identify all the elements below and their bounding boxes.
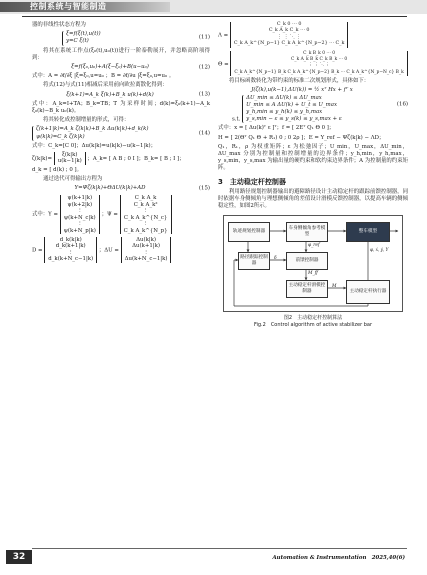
equation-body: ξ(k+1)=A_k ξ(k)+B_k u(k)+d(k)	[66, 91, 154, 98]
control-diagram	[223, 215, 403, 312]
sliding-mode-controller-block: 主动稳定杆滑模控制器	[286, 280, 328, 298]
equation-16	[218, 87, 408, 123]
header-rule	[22, 16, 407, 17]
figure-caption-cn: 图2 主动稳定杆控制算法	[283, 314, 343, 321]
vector-entry: ξ(k|k)	[61, 152, 78, 159]
right-column	[218, 22, 408, 329]
equation-13	[32, 92, 210, 99]
equation-line: ξ̇=f(ξ(t),u(t))	[66, 31, 101, 38]
paragraph: 式中：A_k=I+TA；B_k=TB；T 为采样时间；d(k)=ξ₀(k+1)−A_k ξ₀(k)−B_k u₀(k)。	[32, 100, 210, 115]
signal-m-total: M	[332, 283, 337, 289]
symbol-label: D =	[32, 247, 43, 254]
symbol-label: 式中：Y =	[32, 212, 58, 219]
vehicle-model-block: 整车模型	[346, 222, 390, 242]
equation-system	[32, 126, 148, 140]
matrix-row: ⋮ ⋮ ⋱ ⋮	[277, 34, 302, 40]
paragraph: 将其转化成控制增量的形式，可得：	[43, 117, 130, 124]
vector-entry: d_k(k|k)	[59, 236, 82, 243]
left-column	[32, 22, 210, 265]
constraint-line: y_s,min − ε ≤ y_s(k) ≤ y_s,max + ε	[246, 116, 342, 123]
matrix-entry: ⋮	[142, 221, 149, 228]
footer-rule	[32, 548, 407, 549]
equation-system	[62, 31, 101, 45]
header-title: 控制系统与智能制造	[30, 2, 107, 11]
vector-entry: u(k−1|k)	[57, 158, 82, 165]
matrix-row: C_k A_k B_k C_k B_k ⋯ 0	[290, 57, 348, 63]
constraint-block	[232, 95, 386, 124]
constraint-system	[242, 95, 342, 124]
definition-y-psi	[32, 195, 210, 233]
equation-14	[32, 126, 210, 140]
matrix-lambda	[230, 22, 349, 48]
vector-entry: d_k(k+1|k)	[55, 243, 86, 250]
constraint-line: ΔU_min ≤ ΔU(k) ≤ ΔU_max	[246, 94, 322, 101]
vector-entry: ⋮	[143, 249, 149, 256]
stabilizer-actuator-block: 主动稳定杆执行器	[346, 280, 390, 304]
matrix-row: ⋮ ⋮ ⋱ ⋮	[308, 63, 330, 69]
vector-entry: ψ(k+1|k)	[67, 195, 93, 202]
equation-line: y=C ξ(t)	[66, 38, 89, 45]
matrix-theta	[230, 51, 407, 77]
definition-lambda	[218, 22, 408, 48]
vector-entry: ⋮	[77, 221, 83, 228]
paragraph: 通过迭代可得输出方程为	[43, 176, 103, 183]
matrix-entry: C_k A_k^{N_p}	[123, 227, 168, 234]
feedforward-controller-block: 前馈控制器	[286, 252, 328, 270]
section-heading: 3 主动稳定杆控制器	[218, 177, 286, 186]
vector-entry: ⋮	[77, 208, 83, 215]
equation-11	[32, 31, 210, 45]
signal-delta: δ	[274, 255, 277, 261]
signal-phi-ref: φ_ref	[308, 242, 320, 248]
matrix-entry: C_k A_k	[134, 195, 157, 202]
vector-entry: Δu(k|k)	[136, 236, 157, 243]
equation-line: ζ(k+1|k)=A_k ζ(k|k)+B_k Δu(k|k)+d_k(k)	[36, 126, 149, 133]
definition-zeta	[32, 152, 210, 165]
vector-y	[60, 195, 100, 233]
symbol-label: ζ(k|k)=	[32, 155, 52, 162]
path-tracking-controller-block: 路径跟踪控制器	[238, 252, 270, 270]
equation-number: (15)	[198, 185, 210, 192]
vector-entry: ψ(k+N_c|k)	[63, 214, 96, 221]
paragraph: 器的非线性状态方程为	[32, 22, 86, 28]
vector-entry: ψ(k+2|k)	[67, 201, 93, 208]
vector-entry: ⋮	[68, 249, 74, 256]
matrix-entry: ⋮	[142, 208, 149, 215]
st-label: s.t.	[232, 116, 241, 123]
journal-citation: Automation & Instrumentation 2025,40(6)	[272, 555, 405, 561]
roll-reference-model-block: 车身侧倾角参考模型	[286, 222, 328, 242]
signal-outputs: φ, ẋ, ẏ, Y	[370, 246, 389, 252]
matrix-entry: C_k A_k²	[133, 201, 158, 208]
equation-number: (12)	[198, 64, 210, 71]
symbol-label: Λ =	[218, 32, 229, 39]
equation-number: (16)	[396, 101, 408, 108]
paragraph: 将式(12)与式(11)相减后采用前向欧拉离散化得到：	[43, 82, 168, 89]
constraint-line: y_h,min ≤ y_h(k) ≤ y_h,max	[246, 109, 323, 116]
constraint-line: U_min ≤ A ΔU(k) + U_t ≤ U_max	[246, 101, 337, 108]
vector-entry: d_k(k+N_c−1|k)	[48, 256, 94, 263]
paragraph: 式中：x = [ Δu(k)ᵀ ε ]ᵀ；f = [ 2Eᵀ Q₁ Θ 0 ]；	[218, 125, 335, 132]
vector-d	[44, 237, 97, 263]
matrix-row: C_k A_k^{N_p−1} B_k C_k A_k^{N_p−2} B_k ⋯ C_k A_k^{N_p−N_c} B_k	[234, 69, 404, 75]
vector-entry: Δu(k+1|k)	[132, 243, 160, 250]
objective-function: J(ζ(k),u(k−1),ΔU(k)) = ½ xᵀ Hx + fᵀ x	[251, 87, 353, 94]
equation-body: ξ̇=f(ξ₀,u₀)+A(ξ−ξ₀)+B(u−u₀)	[71, 64, 149, 71]
matrix-psi	[120, 195, 172, 233]
vector-zeta	[54, 152, 86, 165]
signal-m-ff: M_ff	[308, 270, 318, 276]
paragraph: 式中：A = ∂f/∂ξ |ξ=ξ₀,u=u₀ ；B = ∂f/∂u |ξ=ξ₀,u=u₀ 。	[32, 73, 175, 80]
matrix-row: C_k B_k 0 ⋯ 0	[303, 50, 335, 56]
symbol-label: ；ΔU =	[98, 247, 119, 254]
paragraph: H = [ 2(Θᵀ Q₁ Θ + R₁) 0 ; 0 2ρ ]；E = Y_ref − Ψζ(k|k) − ΛD；	[218, 134, 385, 141]
trajectory-planner-block: 轨迹规划控制器	[228, 222, 270, 242]
paragraph: 将其在系统工作点(ξ₀(t),u₀(t))进行一阶泰勒展开，并忽略高阶项得到：	[32, 47, 210, 61]
vector-entry: Δu(k+N_c−1|k)	[124, 256, 168, 263]
definition-d-du	[32, 237, 210, 263]
paragraph: d_k = [ d(k) ; 0 ]。	[32, 166, 82, 173]
page-number: 32	[6, 550, 32, 564]
paragraph: 式中：C_k=[C 0]；Δu(k|k)=u(k|k)−u(k−1|k)；	[32, 142, 156, 149]
vector-entry: ψ(k+N_p|k)	[63, 227, 96, 234]
figure-caption-en: Fig.2 Control algorithm of active stabilizer bar	[253, 321, 373, 328]
vector-delta-u	[121, 237, 172, 263]
matrix-row: C_k A_k C_k ⋯ 0	[268, 28, 310, 34]
symbol-label: Θ =	[218, 60, 229, 67]
equation-number: (14)	[198, 130, 210, 137]
matrix-definitions: ；A_k= [ A B ; 0 I ]；B_k= [ B ; I ]；	[87, 155, 185, 162]
paragraph: Q₁，R₁，ρ 为权重矩阵；ε 为松弛因子；U_min，U_max，ΔU_min，ΔU_max 分别为控制量和控制增量的边界条件；y_h,min，y_h,max，y_s,min，y_s,max 为输出量的硬约束和软约束边界条件；A 为控制量的约束矩阵。	[218, 143, 408, 172]
equation-12	[32, 64, 210, 71]
paragraph: 将目标函数转化为带约束的标准二次规划形式，具体如下：	[229, 78, 370, 85]
equation-line: ψ(k|k)=C_k ζ(k|k)	[36, 133, 85, 140]
matrix-row: C_k 0 ⋯ 0	[276, 22, 302, 27]
equation-15	[32, 185, 210, 192]
matrix-row: C_k A_k^{N_p−1} C_k A_k^{N_p−2} ⋯ C_k	[233, 41, 345, 47]
equation-number: (11)	[198, 34, 210, 41]
definition-theta	[218, 51, 408, 77]
matrix-entry: C_k A_k^{N_c}	[123, 214, 168, 221]
equation-number: (13)	[198, 91, 210, 98]
equation-body: Y=Ψζ(k|k)+ΘΔU(k|k)+AD	[74, 185, 146, 192]
paragraph: 利用路径规划控制器输出的避障路径设计主动稳定杆的跟踪前馈控制器，同时依据车身侧倾角与理想侧倾角的差值设计滑模反馈控制器，以提高车辆的侧倾稳定性，如图2所示。	[218, 188, 408, 210]
symbol-label: ；Ψ =	[101, 212, 118, 219]
